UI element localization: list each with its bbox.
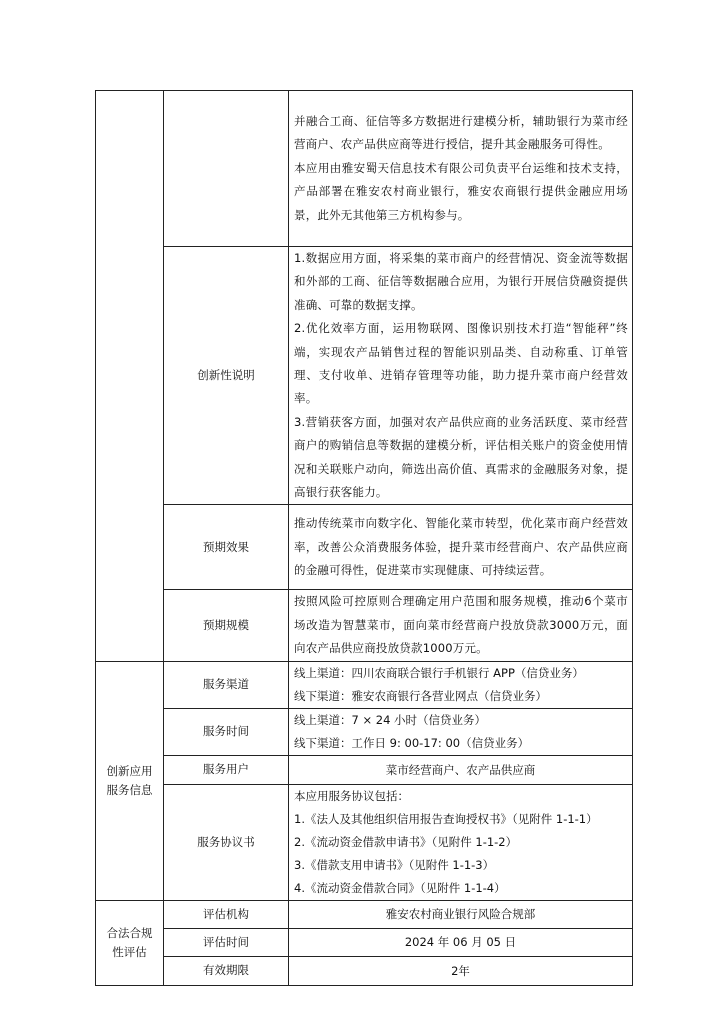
service-time-label: 服务时间 <box>164 708 289 755</box>
validity-label: 有效期限 <box>164 956 289 985</box>
agreement-item: 1.《法人及其他组织信用报告查询授权书》（见附件 1-1-1） <box>294 811 598 826</box>
service-agreement-content <box>289 784 633 900</box>
service-info-group-label: 创新应用服务信息 <box>96 661 164 900</box>
service-users-value: 菜市经营商户、农产品供应商 <box>289 755 633 784</box>
agreement-item: 3.《借款支用申请书》（见附件 1-1-3） <box>294 857 495 872</box>
service-users-label: 服务用户 <box>164 755 289 784</box>
table-row <box>96 91 633 247</box>
agreement-item: 2.《流动资金借款申请书》（见附件 1-1-2） <box>294 834 518 849</box>
table-row <box>96 247 633 505</box>
assessment-org-label: 评估机构 <box>164 900 289 928</box>
innovation-label: 创新性说明 <box>164 247 289 505</box>
offline-time-text: 线下渠道：工作日 9: 00-17: 00（信贷业务） <box>294 735 530 750</box>
expected-effect-text: 推动传统菜市向数字化、智能化菜市转型，优化菜市商户经营效率，改善公众消费服务体验，提升菜市经营商户、农产品供应商的金融可得性，促进菜市实现健康、可持续运营。 <box>294 516 628 578</box>
agreement-item: 4.《流动资金借款合同》（见附件 1-1-4） <box>294 880 506 895</box>
table-row <box>96 755 633 784</box>
service-agreement-label: 服务协议书 <box>164 784 289 900</box>
table-row <box>96 661 633 708</box>
table-row <box>96 900 633 928</box>
innovation-point-1: 1.数据应用方面，将采集的菜市商户的经营情况、资金流等数据和外部的工商、征信等数据融合应用，为银行开展信贷融资提供准确、可靠的数据支撑。 <box>294 251 628 312</box>
innovation-point-3: 3.营销获客方面，加强对农产品供应商的业务活跃度、菜市经营商户的购销信息等数据的建模分析，评估相关账户的资金使用情况和关联账户动向，筛选出高价值、真需求的金融服务对象，提高银行获客能力。 <box>294 414 628 500</box>
validity-value: 2年 <box>289 956 633 985</box>
expected-scale-content <box>289 590 633 661</box>
assessment-org-value: 雅安农村商业银行风险合规部 <box>289 900 633 928</box>
expected-scale-text: 按照风险可控原则合理确定用户范围和服务规模，推动6个菜市场改造为智慧菜市，面向菜市经营商户投放贷款3000万元，面向农产品供应商投放贷款1000万元。 <box>294 594 628 656</box>
assessment-date-value: 2024 年 06 月 05 日 <box>289 928 633 956</box>
table-row <box>96 708 633 755</box>
agreement-intro: 本应用服务协议包括： <box>294 788 409 803</box>
table-row <box>96 784 633 900</box>
service-channel-content <box>289 661 633 708</box>
service-channel-label: 服务渠道 <box>164 661 289 708</box>
table-row <box>96 590 633 661</box>
content-cell <box>289 91 633 247</box>
expected-effect-content <box>289 505 633 590</box>
offline-channel-text: 线下渠道：雅安农商银行各营业网点（信贷业务） <box>294 688 547 703</box>
label-cell-empty <box>164 91 289 247</box>
innovation-content <box>289 247 633 505</box>
innovation-point-2: 2.优化效率方面，运用物联网、图像识别技术打造“智能秤”终端，实现农产品销售过程的智能识别品类、自动称重、订单管理、支付收单、进销存管理等功能，助力提升菜市商户经营效率。 <box>294 321 628 406</box>
group-cell-empty <box>96 91 164 662</box>
online-time-text: 线上渠道：7 × 24 小时（信贷业务） <box>294 712 487 727</box>
expected-effect-label: 预期效果 <box>164 505 289 590</box>
table-row <box>96 928 633 956</box>
assessment-date-label: 评估时间 <box>164 928 289 956</box>
service-time-content <box>289 708 633 755</box>
compliance-group-label: 合法合规性评估 <box>96 900 164 985</box>
operator-paragraph: 本应用由雅安蜀天信息技术有限公司负责平台运维和技术支持，产品部署在雅安农村商业银行，雅安农商银行提供金融应用场景，此外无其他第三方机构参与。 <box>294 160 628 222</box>
expected-scale-label: 预期规模 <box>164 590 289 661</box>
description-paragraph: 并融合工商、征信等多方数据进行建模分析，辅助银行为菜市经营商户、农产品供应商等进行授信，提升其金融服务可得性。 <box>294 113 628 152</box>
online-channel-text: 线上渠道：四川农商联合银行手机银行 APP（信贷业务） <box>294 665 584 680</box>
table-row <box>96 956 633 985</box>
application-info-table <box>95 90 633 986</box>
table-row <box>96 505 633 590</box>
